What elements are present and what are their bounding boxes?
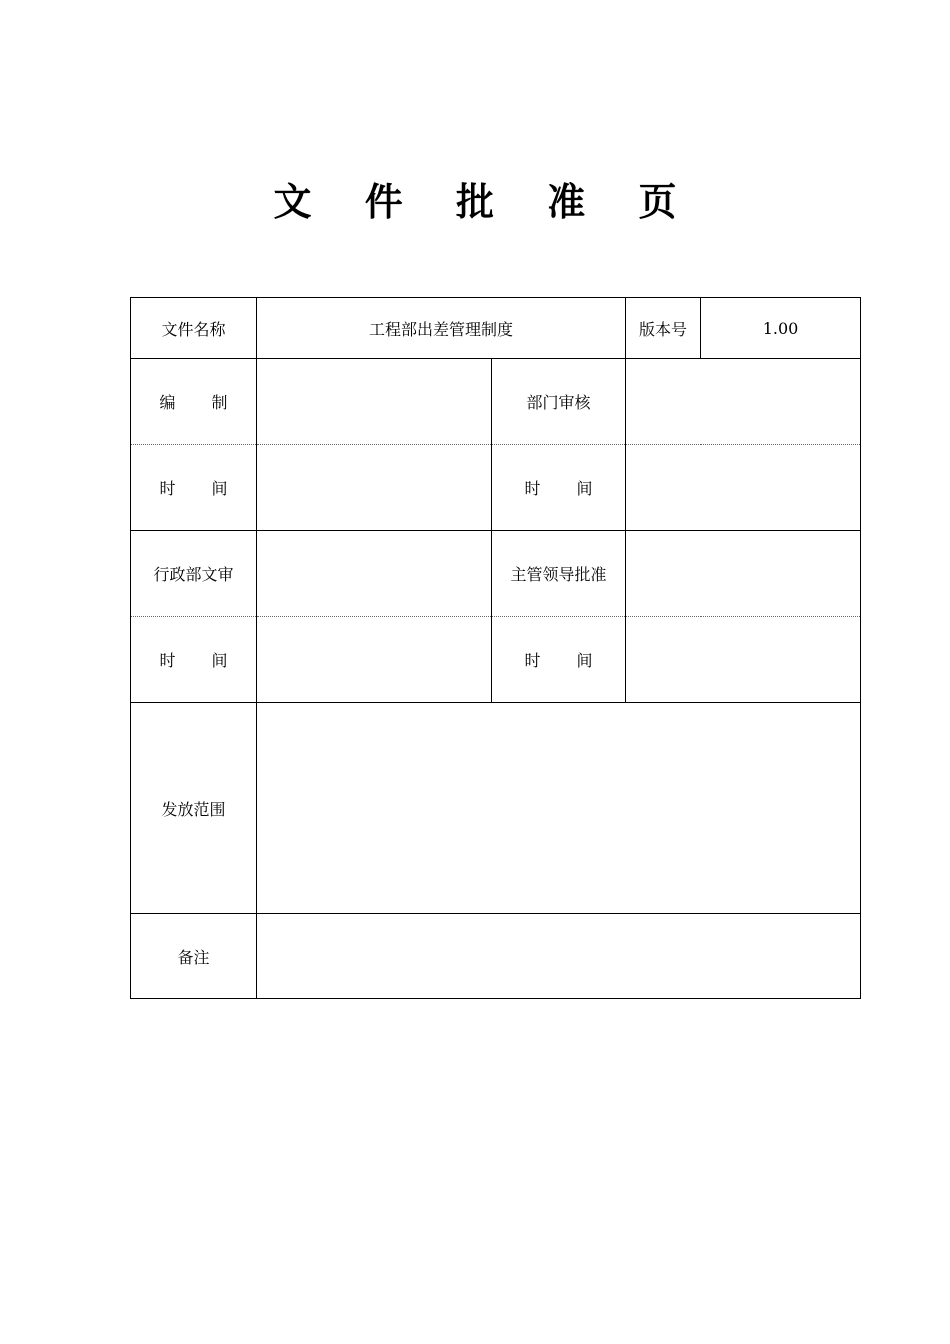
time-label-a: 时 <box>524 479 541 498</box>
file-name-value: 工程部出差管理制度 <box>257 298 626 359</box>
compile-time-input-cell[interactable] <box>257 445 492 531</box>
time-label-b: 间 <box>211 651 228 670</box>
compile-time-label <box>131 445 257 531</box>
remarks-label: 备注 <box>131 914 257 999</box>
admin-review-time-label <box>131 617 257 703</box>
leader-approval-time-input-cell[interactable] <box>626 617 861 703</box>
header-row <box>131 298 861 359</box>
approval-time-row <box>131 617 861 703</box>
leader-approval-label: 主管领导批准 <box>492 531 626 617</box>
approval-form-table <box>130 297 861 999</box>
compile-row <box>131 359 861 445</box>
file-name-label: 文件名称 <box>131 298 257 359</box>
remarks-row <box>131 914 861 999</box>
time-label-a: 时 <box>159 651 176 670</box>
dept-review-time-label <box>492 445 626 531</box>
dept-review-time-input-cell[interactable] <box>626 445 861 531</box>
remarks-input-cell[interactable] <box>257 914 861 999</box>
leader-approval-time-label <box>492 617 626 703</box>
admin-review-time-input-cell[interactable] <box>257 617 492 703</box>
time-label-a: 时 <box>524 651 541 670</box>
admin-review-row <box>131 531 861 617</box>
compile-label-a: 编 <box>159 393 176 412</box>
leader-approval-input-cell[interactable] <box>626 531 861 617</box>
distribution-row <box>131 703 861 914</box>
distribution-input-cell[interactable] <box>257 703 861 914</box>
admin-review-label: 行政部文审 <box>131 531 257 617</box>
compile-time-row <box>131 445 861 531</box>
admin-review-input-cell[interactable] <box>257 531 492 617</box>
page-title: 文 件 批 准 页 <box>273 180 697 224</box>
version-value: 1.00 <box>701 298 861 359</box>
compile-label-b: 制 <box>211 393 228 412</box>
compile-label <box>131 359 257 445</box>
distribution-label: 发放范围 <box>131 703 257 914</box>
dept-review-label: 部门审核 <box>492 359 626 445</box>
time-label-b: 间 <box>576 651 593 670</box>
time-label-b: 间 <box>576 479 593 498</box>
time-label-a: 时 <box>159 479 176 498</box>
time-label-b: 间 <box>211 479 228 498</box>
dept-review-input-cell[interactable] <box>626 359 861 445</box>
version-label: 版本号 <box>626 298 701 359</box>
compile-input-cell[interactable] <box>257 359 492 445</box>
